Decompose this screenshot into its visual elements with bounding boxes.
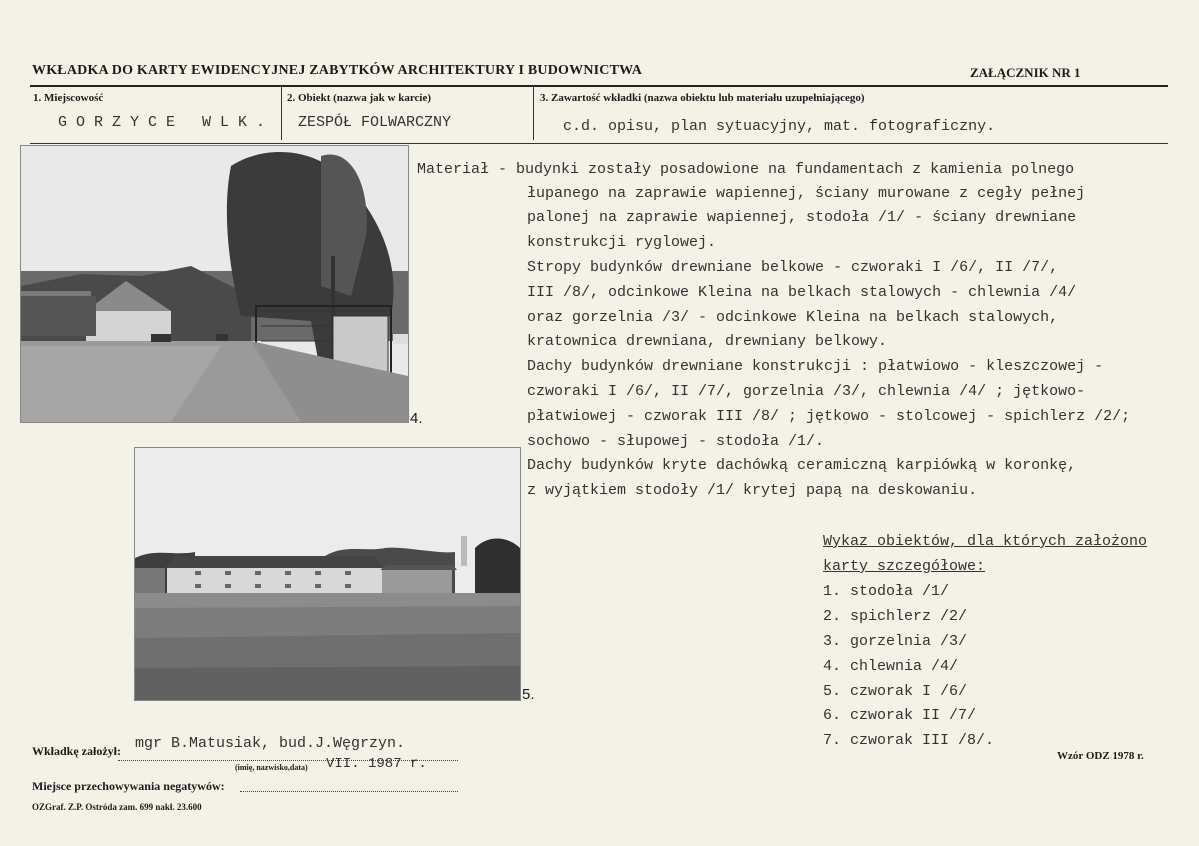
date-value: VII. 1987 r. <box>326 756 427 772</box>
description-line: czworaki I /6/, II /7/, gorzelnia /3/, chlewnia /4/ ; jętkowo- <box>527 383 1086 400</box>
description-line: kratownica drewniana, drewniany belkowy. <box>527 333 888 350</box>
description-line: z wyjątkiem stodoły /1/ krytej papą na deskowaniu. <box>527 482 978 499</box>
field-content-value: c.d. opisu, plan sytuacyjny, mat. fotograficzny. <box>563 118 996 135</box>
list-item: 6. czworak II /7/ <box>823 707 977 724</box>
list-item: 1. stodoła /1/ <box>823 583 950 600</box>
field-row-rule <box>30 143 1168 144</box>
photo-field-image <box>135 448 520 700</box>
list-item: 3. gorzelnia /3/ <box>823 633 968 650</box>
model-info: Wzór ODZ 1978 r. <box>1057 750 1144 762</box>
photo-farm-buildings <box>134 447 521 701</box>
list-item: 7. czworak III /8/. <box>823 732 995 749</box>
photo-2-number: 5. <box>522 686 535 703</box>
objects-heading-2: karty szczegółowe: <box>823 558 986 575</box>
field-divider-1 <box>281 87 282 140</box>
description-line: Dachy budynków drewniane konstrukcji : płatwiowo - kleszczowej - <box>527 358 1104 375</box>
list-item: 5. czworak I /6/ <box>823 683 968 700</box>
author-caption: (imię, nazwisko,data) <box>235 763 308 772</box>
description-line: Materiał - budynki zostały posadowione na fundamentach z kamienia polnego <box>417 161 1075 178</box>
description-line: III /8/, odcinkowe Kleina na belkach stalowych - chlewnia /4/ <box>527 284 1077 301</box>
photo-road-image <box>21 146 408 422</box>
description-line: palonej na zaprawie wapiennej, stodoła /1/ - ściany drewniane <box>527 209 1077 226</box>
field-divider-2 <box>533 87 534 140</box>
description-line: sochowo - słupowej - stodoła /1/. <box>527 433 825 450</box>
storage-line <box>240 791 458 792</box>
description-line: płatwiowej - czworak III /8/ ; jętkowo - stolcowej - spichlerz /2/; <box>527 408 1131 425</box>
form-title: WKŁADKA DO KARTY EWIDENCYJNEJ ZABYTKÓW ARCHITEKTURY I BUDOWNICTWA <box>32 63 643 78</box>
description-line: Dachy budynków kryte dachówką ceramiczną karpiówką w koronkę, <box>527 457 1077 474</box>
photo-1-number: 4. <box>410 410 423 427</box>
field-content-label: 3. Zawartość wkładki (nazwa obiektu lub materiału uzupełniającego) <box>540 92 865 104</box>
printer-info: OZGraf. Z.P. Ostróda zam. 699 nakł. 23.600 <box>32 802 202 812</box>
field-object-value: ZESPÓŁ FOLWARCZNY <box>298 114 452 131</box>
field-locality-value: G O R Z Y C E W L K . <box>58 114 266 131</box>
storage-label: Miejsce przechowywania negatywów: <box>32 779 225 793</box>
header-rule <box>30 85 1168 87</box>
field-object-label: 2. Obiekt (nazwa jak w karcie) <box>287 92 432 104</box>
objects-heading: Wykaz obiektów, dla których założono <box>823 533 1148 550</box>
field-locality-label: 1. Miejscowość <box>33 92 104 104</box>
description-line: konstrukcji ryglowej. <box>527 234 717 251</box>
photo-farmyard-road <box>20 145 409 423</box>
description-line: łupanego na zaprawie wapiennej, ściany murowane z cegły pełnej <box>527 185 1086 202</box>
description-line: Stropy budynków drewniane belkowe - czworaki I /6/, II /7/, <box>527 259 1059 276</box>
list-item: 4. chlewnia /4/ <box>823 658 959 675</box>
author-label: Wkładkę założył: <box>32 744 121 758</box>
description-line: oraz gorzelnia /3/ - odcinkowe Kleina na belkach stalowych, <box>527 309 1059 326</box>
author-value: mgr B.Matusiak, bud.J.Węgrzyn. <box>135 735 406 752</box>
list-item: 2. spichlerz /2/ <box>823 608 968 625</box>
annex-number: ZAŁĄCZNIK NR 1 <box>970 65 1081 80</box>
